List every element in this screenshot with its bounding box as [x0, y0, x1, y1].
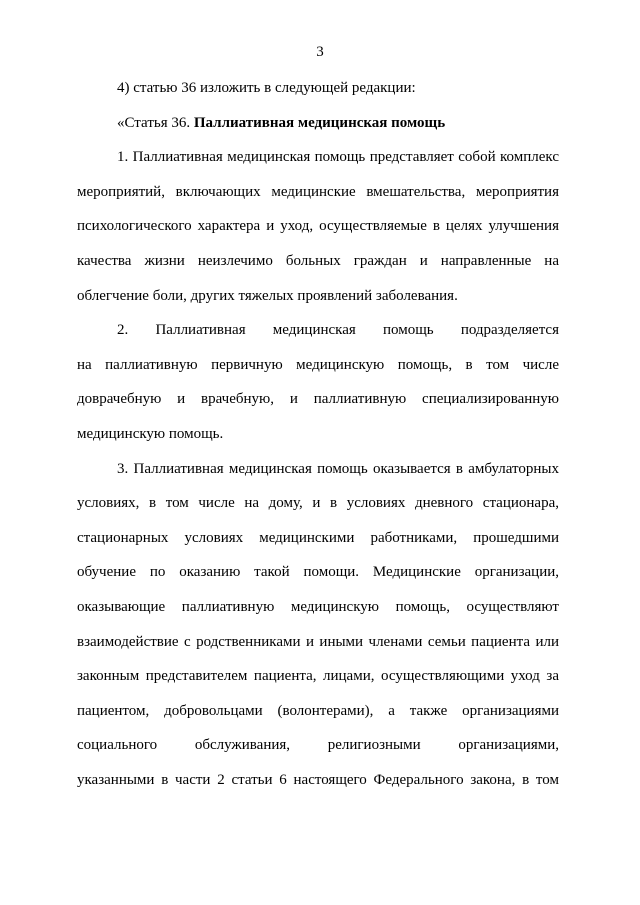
article-prefix: «Статья 36. [117, 114, 194, 131]
paragraph-1 [77, 140, 559, 313]
paragraph-line: законным представителем пациента, лицами, осуществляющими уход за [77, 668, 559, 685]
paragraph-2 [77, 313, 559, 451]
paragraph-line: стационарных условиях медицинскими работниками, прошедшими [77, 529, 559, 546]
paragraph-line: мероприятий, включающих медицинские вмешательства, мероприятия [77, 183, 559, 200]
paragraph-line: 1. Паллиативная медицинская помощь представляет собой комплекс [117, 149, 559, 166]
paragraph-line: условиях, в том числе на дому, и в условиях дневного стационара, [77, 495, 559, 512]
paragraph-line: оказывающие паллиативную медицинскую помощь, осуществляют [77, 598, 559, 615]
paragraph-line: психологического характера и уход, осуществляемые в целях улучшения [77, 218, 559, 235]
paragraph-line: 2. Паллиативная медицинская помощь подразделяется [117, 322, 559, 339]
paragraph-3 [77, 452, 559, 798]
intro-line: 4) статью 36 изложить в следующей редакции: [117, 80, 416, 96]
paragraph-line: пациентом, добровольцами (волонтерами), а также организациями [77, 702, 559, 719]
article-title: Паллиативная медицинская помощь [193, 114, 446, 131]
paragraph-line: указанными в части 2 статьи 6 настоящего Федерального закона, в том [77, 771, 559, 788]
paragraph-line: социального обслуживания, религиозными организациями, [77, 737, 559, 754]
article-heading [77, 106, 559, 141]
paragraph-line: обучение по оказанию такой помощи. Медицинские организации, [77, 564, 559, 581]
paragraph-line: 3. Паллиативная медицинская помощь оказывается в амбулаторных [117, 460, 559, 477]
paragraph-line: медицинскую помощь. [77, 425, 224, 442]
paragraph-line: облегчение боли, других тяжелых проявлений заболевания. [77, 287, 458, 304]
page-number: 3 [316, 44, 324, 60]
paragraph-line: качества жизни неизлечимо больных граждан и направленные на [77, 252, 559, 269]
paragraph-line: взаимодействие с родственниками и иными членами семьи пациента или [77, 633, 559, 650]
document-body [77, 71, 559, 797]
paragraph-line: доврачебную и врачебную, и паллиативную специализированную [77, 391, 559, 408]
paragraph-line: на паллиативную первичную медицинскую помощь, в том числе [77, 356, 559, 373]
